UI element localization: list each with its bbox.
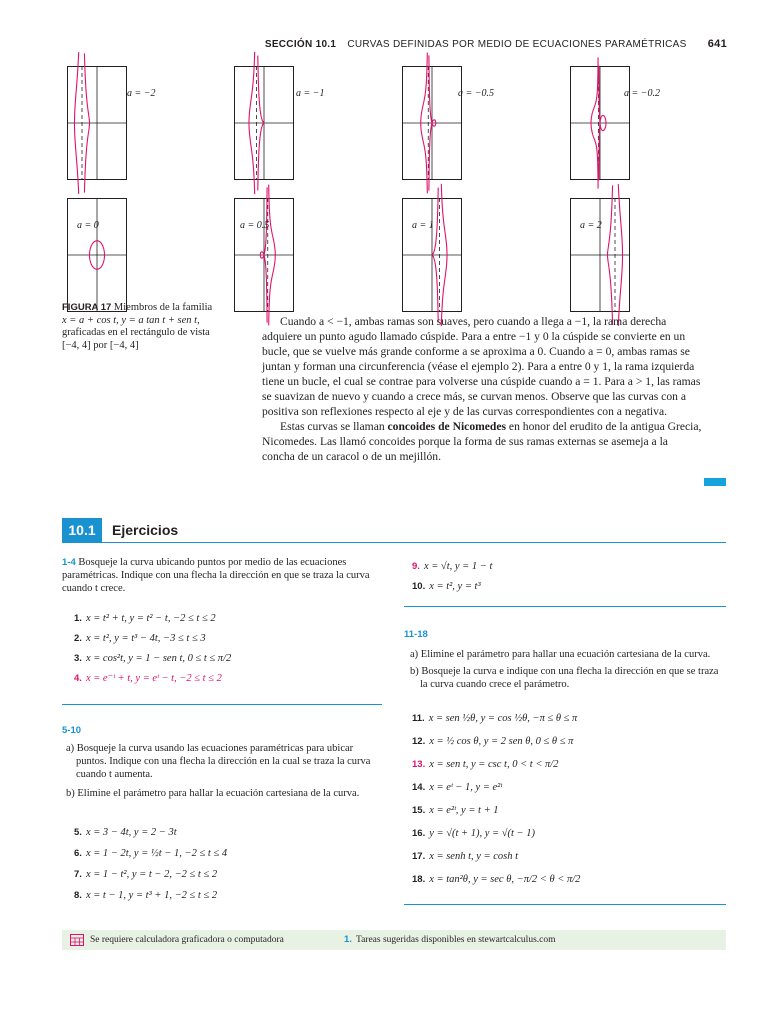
caption-line-3: graficadas en el rectángulo de vista [62,327,210,338]
exercise-equation: x = tan²θ, y = sec θ, −π/2 < θ < π/2 [429,874,581,885]
graph-label: a = −0.5 [458,88,494,99]
exercise-number: 5. [74,827,82,838]
graph-label: a = 1 [412,220,434,231]
figure-caption [62,302,252,352]
exercise-equation: x = e⁻ᵗ + t, y = eᵗ − t, −2 ≤ t ≤ 2 [85,673,222,684]
divider [404,606,726,607]
exercise-item [74,652,384,672]
p2-post: en honor del erudito de la antigua Grecia, Nicomedes. Las llamó concoides porque la forma de sus ramas externas se asemeja a la concha de un caracol o de un mejillón. [262,420,702,463]
paragraph-2 [262,419,702,464]
conchoid-graph [570,198,630,312]
exercises-5-10-header [62,724,382,737]
homework-number: 1. [344,934,352,945]
group-11-18-instructions [410,648,726,691]
exercise-item [412,873,724,896]
exercise-item [74,847,384,868]
graph-label: a = 0.5 [240,220,270,231]
exercise-item [74,868,384,889]
exercise-equation: x = sen ½θ, y = cos ½θ, −π ≤ θ ≤ π [428,713,578,724]
conchoid-graph [67,66,156,180]
exercise-item [74,672,384,692]
exercise-number: 2. [74,633,82,644]
p2-pre: Estas curvas se llaman [280,420,388,433]
group-label-11-18: 11-18 [404,629,428,640]
exercise-number: 1. [74,613,82,624]
exercise-item [412,712,724,735]
exercise-number: 7. [74,869,82,880]
graph-canvas [67,66,127,180]
conchoid-graph [402,198,462,312]
group-11-18-a: a) Elimine el parámetro para hallar una ecuación cartesiana de la curva. [410,649,711,660]
exercise-number: 16. [412,828,426,839]
exercise-item [412,735,724,758]
conchoid-graph [234,66,325,180]
exercise-item [412,580,724,600]
exercise-equation: x = t², y = t³ − 4t, −3 ≤ t ≤ 3 [85,633,206,644]
exercise-item [74,826,384,847]
exercise-equation: x = 1 − 2t, y = ½t − 1, −2 ≤ t ≤ 4 [85,848,228,859]
homework-note [344,930,556,950]
graphing-calculator-icon [70,934,84,946]
exercise-equation: x = ½ cos θ, y = 2 sen θ, 0 ≤ θ ≤ π [429,736,574,747]
group-5-10-a: a) Bosqueje la curva usando las ecuaciones paramétricas para ubicar puntos. Indique con una flecha la dirección en la cual se traza la curva cuando t aumenta. [66,743,371,780]
conchoid-graph [570,66,660,180]
exercise-number: 15. [412,805,426,816]
group-label-5-10: 5-10 [62,725,82,736]
exercise-number: 8. [74,890,82,901]
calculator-note: Se requiere calculadora graficadora o computadora [90,935,284,945]
caption-line-4: [−4, 4] por [−4, 4] [62,339,139,351]
exercise-item [412,804,724,827]
p2-bold-term: concoides de Nicomedes [387,420,507,433]
exercise-number: 11. [412,713,425,724]
group-1-4-text: Bosqueje la curva ubicando puntos por medio de las ecuaciones paramétricas. Indique con una flecha la dirección en que se traza la curva cuando t crece. [62,557,370,594]
exercise-item [412,560,724,580]
caption-line-1: Miembros de la familia [113,302,213,313]
graph-label: a = −1 [296,88,325,99]
graph-canvas [570,66,630,180]
exercise-item [74,889,384,910]
exercises-title: Ejercicios [112,522,179,538]
group-label-1-4: 1-4 [62,557,76,568]
exercise-equation: y = √(t + 1), y = √(t − 1) [429,828,535,839]
exercises-9-10 [412,560,724,600]
exercise-number: 18. [412,874,426,885]
exercise-equation: x = senh t, y = cosh t [429,851,519,862]
conchoid-graph [402,66,494,180]
section-title: CURVAS DEFINIDAS POR MEDIO DE ECUACIONES PARAMÉTRICAS [347,39,687,50]
graph-canvas [67,198,127,312]
end-of-section-marker [704,478,726,486]
exercises-11-18 [412,712,724,896]
exercises-1-4 [74,612,384,692]
exercise-number: 13. [412,759,426,770]
body-text [262,314,702,464]
exercise-equation: x = e²ᵗ, y = t + 1 [429,805,499,816]
exercise-equation: x = cos²t, y = 1 − sen t, 0 ≤ t ≤ π/2 [85,653,232,664]
figure-label: FIGURA 17 [62,302,112,313]
exercise-equation: x = t − 1, y = t³ + 1, −2 ≤ t ≤ 2 [85,890,218,901]
exercise-number: 14. [412,782,426,793]
exercises-number-box: 10.1 [62,518,102,542]
exercise-item [412,850,724,873]
exercises-11-18-header [404,628,724,641]
group-1-4-instructions [62,556,382,595]
group-5-10-b: b) Elimine el parámetro para hallar la ecuación cartesiana de la curva. [66,788,360,799]
exercise-number: 4. [74,673,82,684]
exercise-number: 9. [412,561,420,572]
graph-canvas [402,66,462,180]
exercise-number: 12. [412,736,426,747]
divider [62,704,382,705]
exercise-item [412,781,724,804]
exercise-item [412,758,724,781]
exercise-item [74,632,384,652]
graph-canvas [570,198,630,312]
graph-label: a = −0.2 [624,88,660,99]
exercise-item [74,612,384,632]
exercise-equation: x = 1 − t², y = t − 2, −2 ≤ t ≤ 2 [85,869,218,880]
exercises-5-8 [74,826,384,910]
conchoid-graph [67,198,127,312]
group-11-18-b: b) Bosqueje la curva e indique con una flecha la dirección en que se traza la curva cuando crece el parámetro. [410,666,719,690]
page-number: 641 [707,38,727,50]
graph-label: a = −2 [127,88,156,99]
exercise-number: 6. [74,848,82,859]
exercise-number: 10. [412,581,426,592]
paragraph-1: Cuando a < −1, ambas ramas son suaves, pero cuando a llega a −1, la rama derecha adquiere un punto agudo llamado cúspide. Para a entre −1 y 0 la cúspide se convierte en un bucle, que se vuelve más grande conforme a se aproxima a 0. Cuando a = 0, ambas ramas se juntan y forman una circunferencia (véase el ejemplo 2). Para a entre 0 y 1, la rama izquierda tiene un bucle, el cual se contrae para volverse una cúspide cuando a = 1. Para a > 1, las ramas se suavizan de nuevo y cuando a crece más, se curvan menos. Observe que las curvas con a positiva son reflexiones respecto al eje y de las curvas correspondientes con a negativa. [262,315,701,418]
running-header [0,38,727,50]
exercise-equation: x = 3 − 4t, y = 2 − 3t [85,827,177,838]
exercise-item [412,827,724,850]
exercises-left-column [62,556,382,595]
graph-label: a = 2 [580,220,602,231]
graph-label: a = 0 [77,220,99,231]
conchoid-graph [234,198,294,312]
exercise-number: 3. [74,653,82,664]
exercise-equation: x = √t, y = 1 − t [423,561,493,572]
exercise-equation: x = sen t, y = csc t, 0 < t < π/2 [429,759,559,770]
caption-line-2: x = a + cos t, y = a tan t + sen t, [62,314,200,326]
homework-text: Tareas sugeridas disponibles en stewartcalculus.com [355,935,556,945]
divider [404,904,726,905]
graph-canvas [234,198,294,312]
group-5-10-instructions [66,742,382,800]
exercise-equation: x = eᵗ − 1, y = e²ᵗ [429,782,503,793]
exercise-equation: x = t², y = t³ [429,581,481,592]
graph-canvas [402,198,462,312]
graph-canvas [234,66,294,180]
footer-note [62,930,726,950]
exercise-equation: x = t² + t, y = t² − t, −2 ≤ t ≤ 2 [85,613,216,624]
section-label: SECCIÓN 10.1 [264,39,337,50]
exercises-rule [62,542,726,543]
exercise-number: 17. [412,851,426,862]
